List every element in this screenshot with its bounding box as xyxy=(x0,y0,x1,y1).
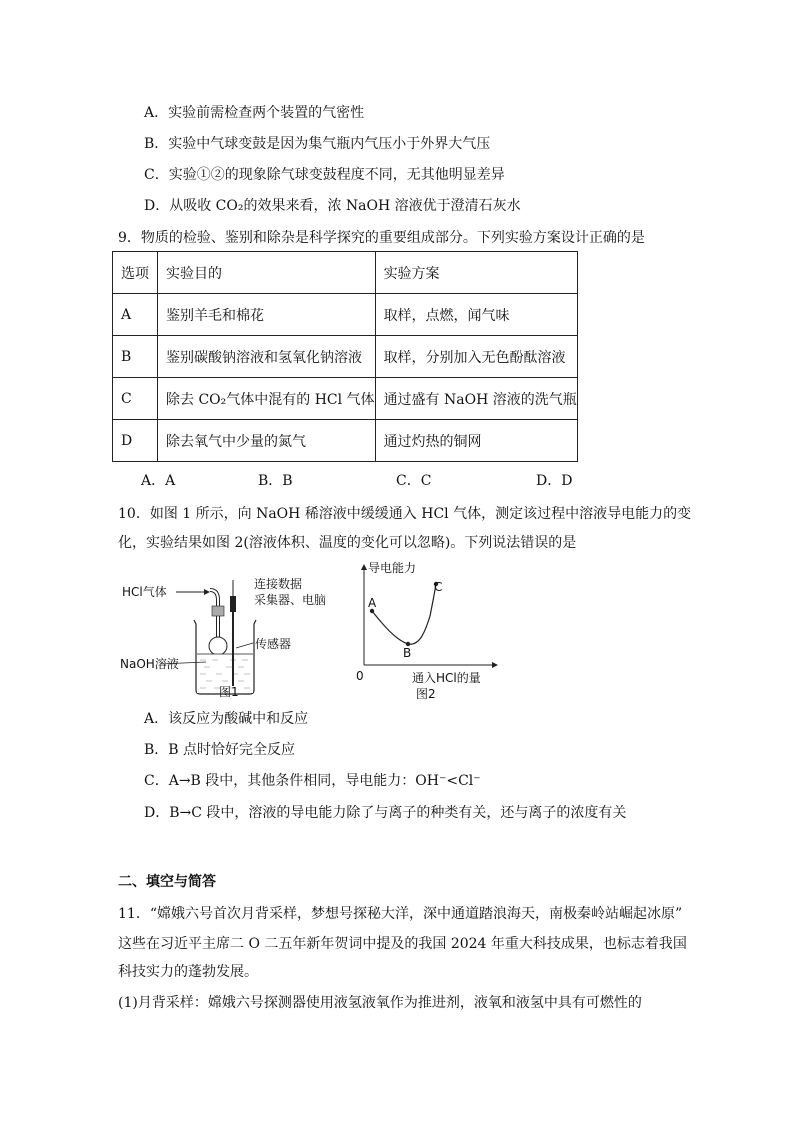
row-plan: 取样，点燃，闻气味 xyxy=(375,294,577,336)
section-2-title: 二、填空与简答 xyxy=(118,874,216,890)
point-b-label: B xyxy=(403,646,412,660)
row-option: A xyxy=(113,294,158,336)
q10-option-c: C．A→B 段中，其他条件相同，导电能力：OH⁻<Cl⁻ xyxy=(144,773,481,789)
q9-choice-c: C．C xyxy=(396,473,432,489)
q10-stem-line1: 10．如图 1 所示，向 NaOH 稀溶液中缓缓通入 HCl 气体，测定该过程中溶液导电能力的变 xyxy=(118,506,692,522)
q10-option-d: D．B→C 段中，溶液的导电能力除了与离子的种类有关，还与离子的浓度有关 xyxy=(144,805,627,821)
figure-1-apparatus xyxy=(118,568,328,703)
connect-label-2: 采集器、电脑 xyxy=(254,593,327,607)
row-purpose: 鉴别碳酸钠溶液和氢氧化钠溶液 xyxy=(158,336,376,378)
q8-option-b: B．实验中气球变鼓是因为集气瓶内气压小于外界大气压 xyxy=(144,136,491,152)
row-purpose: 除去氧气中少量的氮气 xyxy=(158,420,376,462)
origin-label: 0 xyxy=(356,669,364,683)
row-plan: 取样，分别加入无色酚酞溶液 xyxy=(375,336,577,378)
header-option: 选项 xyxy=(113,252,158,294)
conductivity-curve xyxy=(372,584,436,644)
x-axis-label: 通入HCl的量 xyxy=(412,671,481,685)
x-axis-arrow-icon xyxy=(492,662,498,668)
header-purpose: 实验目的 xyxy=(158,252,376,294)
table-row xyxy=(113,420,578,462)
table-header-row xyxy=(113,252,578,294)
q10-option-b: B．B 点时恰好完全反应 xyxy=(144,742,296,758)
figure-2-graph xyxy=(352,556,502,706)
arrow-head-icon xyxy=(204,589,210,595)
y-axis-label: 导电能力 xyxy=(368,561,417,575)
table-row xyxy=(113,378,578,420)
row-option: D xyxy=(113,420,158,462)
q10-stem-line2: 化，实验结果如图 2(溶液体积、温度的变化可以忽略)。下列说法错误的是 xyxy=(118,535,577,551)
q10-option-a: A．该反应为酸碱中和反应 xyxy=(144,711,309,727)
q8-option-a: A．实验前需检查两个装置的气密性 xyxy=(144,105,365,121)
row-plan: 通过盛有 NaOH 溶液的洗气瓶 xyxy=(375,378,577,420)
row-plan: 通过灼热的铜网 xyxy=(375,420,577,462)
q11-line-3: 科技实力的蓬勃发展。 xyxy=(118,964,258,980)
point-c-label: C xyxy=(434,580,443,594)
gas-bulb xyxy=(209,637,227,655)
y-axis-arrow-icon xyxy=(361,564,367,570)
q11-line-2: 这些在习近平主席二 O 二五年新年贺词中提及的我国 2024 年重大科技成果，也标志着我国 xyxy=(118,936,687,952)
row-purpose: 除去 CO₂气体中混有的 HCl 气体 xyxy=(158,378,376,420)
q9-choice-b: B．B xyxy=(258,473,293,489)
figure-1-caption: 图1 xyxy=(219,685,239,699)
q11-sub-1: (1)月背采样：嫦娥六号探测器使用液氢液氧作为推进剂，液氧和液氢中具有可燃性的 xyxy=(118,995,642,1011)
header-plan: 实验方案 xyxy=(375,252,577,294)
connect-label-1: 连接数据 xyxy=(254,577,303,591)
sensor-pointer xyxy=(236,643,253,648)
stopper xyxy=(212,606,224,616)
point-a-label: A xyxy=(368,596,377,610)
q9-table xyxy=(112,251,578,462)
sensor-label: 传感器 xyxy=(255,637,292,651)
q9-stem: 9．物质的检验、鉴别和除杂是科学探究的重要组成部分。下列实验方案设计正确的是 xyxy=(118,230,645,246)
figure-2-caption: 图2 xyxy=(416,687,436,701)
gas-label: HCl气体 xyxy=(122,585,167,599)
q8-option-d: D．从吸收 CO₂的效果来看，浓 NaOH 溶液优于澄清石灰水 xyxy=(144,198,521,214)
row-purpose: 鉴别羊毛和棉花 xyxy=(158,294,376,336)
q9-choice-a: A．A xyxy=(141,473,176,489)
row-option: C xyxy=(113,378,158,420)
solution-label: NaOH溶液 xyxy=(120,657,179,671)
sensor-head xyxy=(230,596,236,612)
q8-option-c: C．实验①②的现象除气球变鼓程度不同，无其他明显差异 xyxy=(144,167,505,183)
row-option: B xyxy=(113,336,158,378)
table-row xyxy=(113,336,578,378)
q9-choice-d: D．D xyxy=(536,473,573,489)
q11-line-1: 11．“嫦娥六号首次月背采样，梦想号探秘大洋，深中通道踏浪海天，南极秦岭站崛起冰原” xyxy=(118,906,683,922)
table-row xyxy=(113,294,578,336)
